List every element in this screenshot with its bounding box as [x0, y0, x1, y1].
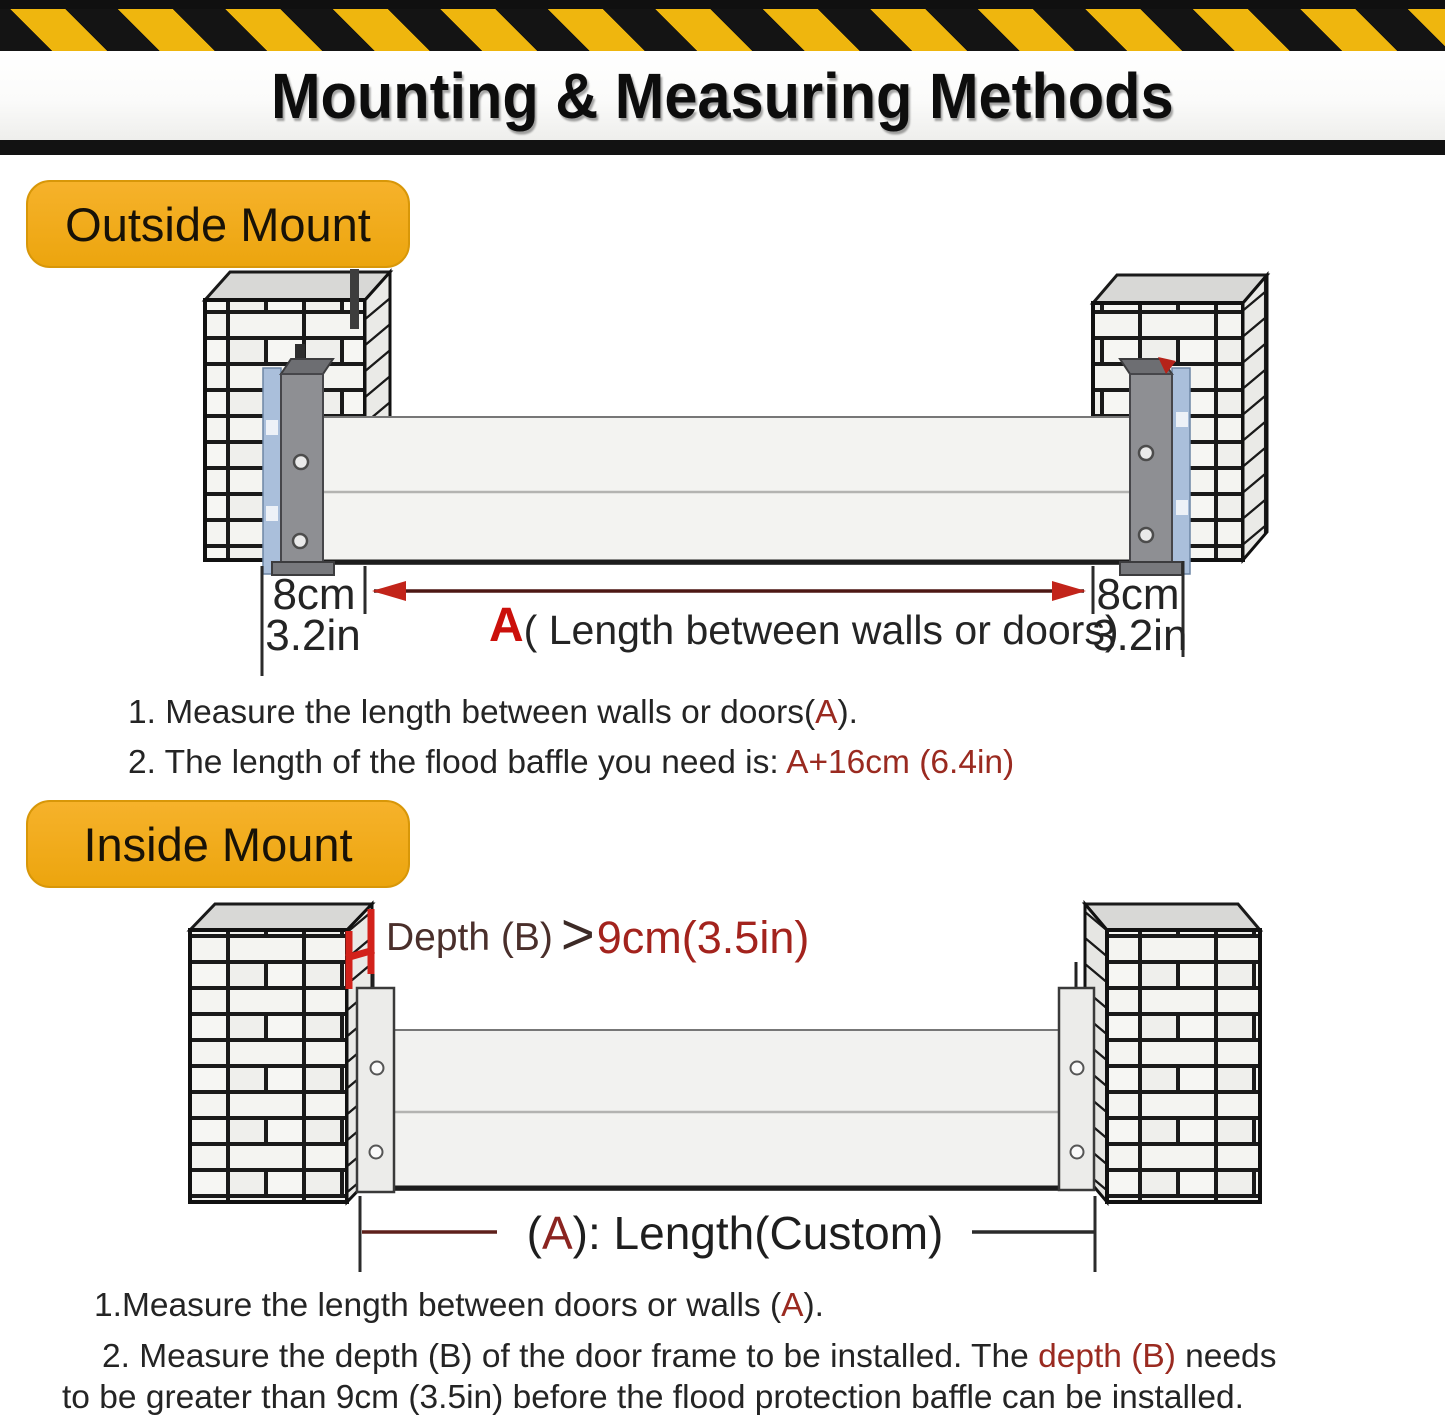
instruction-text: needs — [1175, 1338, 1277, 1375]
instruction-text: ). — [803, 1287, 824, 1324]
span-text: ( Length between walls or doors) — [523, 607, 1119, 653]
inside-baffle-panel — [393, 1030, 1060, 1190]
instruction-text: 2. The length of the flood baffle you need is: — [128, 744, 787, 781]
inside-right-pillar — [1085, 904, 1260, 1202]
screw-icon — [1071, 1062, 1084, 1075]
screw-icon — [293, 534, 307, 548]
instruction-text: ). — [837, 694, 858, 731]
length-arrow — [372, 581, 1086, 601]
outside-instruction-2 — [128, 744, 1014, 782]
inside-left-channel — [357, 962, 394, 1192]
inside-right-channel — [1059, 962, 1094, 1190]
arrow-right-head-icon — [1052, 581, 1086, 601]
left-mounting-channel — [263, 344, 334, 575]
right-mounting-channel — [1120, 357, 1190, 575]
page-title: Mounting & Measuring Methods — [271, 59, 1174, 132]
instruction-text: 1. Measure the length between walls or doors( — [128, 694, 816, 731]
inside-instruction-3 — [62, 1379, 1244, 1417]
left-offset-in: 3.2in — [265, 611, 361, 660]
instruction-highlight: A+16cm (6.4in) — [786, 744, 1015, 781]
instruction-highlight: A — [781, 1287, 804, 1324]
screw-icon — [1139, 528, 1153, 542]
instruction-text: to be greater than 9cm (3.5in) before the flood protection baffle can be installed. — [62, 1379, 1244, 1416]
screw-icon — [294, 455, 308, 469]
outside-mount-label — [26, 180, 410, 268]
anchor-slot — [350, 269, 359, 329]
length-label-post: ): Length(Custom) — [572, 1207, 944, 1259]
inside-instruction-2 — [102, 1338, 1276, 1376]
screw-icon — [1139, 446, 1153, 460]
header-title-band — [0, 51, 1445, 140]
instruction-highlight: depth (B) — [1038, 1338, 1176, 1375]
instruction-text: 1.Measure the length between doors or walls ( — [94, 1287, 782, 1324]
length-label-pre: ( — [526, 1207, 542, 1259]
outside-mount-label-text: Outside Mount — [65, 197, 371, 251]
length-letter: A — [541, 1207, 573, 1259]
top-black-line — [0, 0, 1445, 9]
outside-instruction-1 — [128, 694, 858, 732]
inside-length-label — [495, 1206, 975, 1260]
depth-annotation — [386, 902, 810, 968]
greater-than-sign: > — [560, 902, 595, 968]
flood-baffle-panel — [322, 417, 1132, 564]
right-offset-cm: 8cm — [1096, 570, 1180, 619]
inside-left-pillar — [190, 904, 372, 1202]
screw-icon — [371, 1062, 384, 1075]
span-dimension-label — [489, 599, 1119, 653]
left-offset-cm: 8cm — [272, 570, 356, 619]
inside-instruction-1 — [94, 1287, 824, 1325]
instruction-text: 2. Measure the depth (B) of the door frame to be installed. The — [102, 1338, 1039, 1375]
inside-mount-label — [26, 800, 410, 888]
span-letter: A — [489, 599, 524, 652]
screw-icon — [370, 1146, 383, 1159]
hazard-stripes-banner — [0, 9, 1445, 51]
right-offset-in: 3.2in — [1092, 611, 1188, 660]
screw-icon — [1071, 1146, 1084, 1159]
depth-value: 9cm(3.5in) — [596, 912, 810, 963]
depth-label: Depth (B) — [386, 916, 553, 959]
arrow-left-head-icon — [372, 581, 406, 601]
instruction-highlight: A — [815, 694, 838, 731]
inside-mount-label-text: Inside Mount — [83, 817, 353, 871]
header-divider-bar — [0, 140, 1445, 155]
